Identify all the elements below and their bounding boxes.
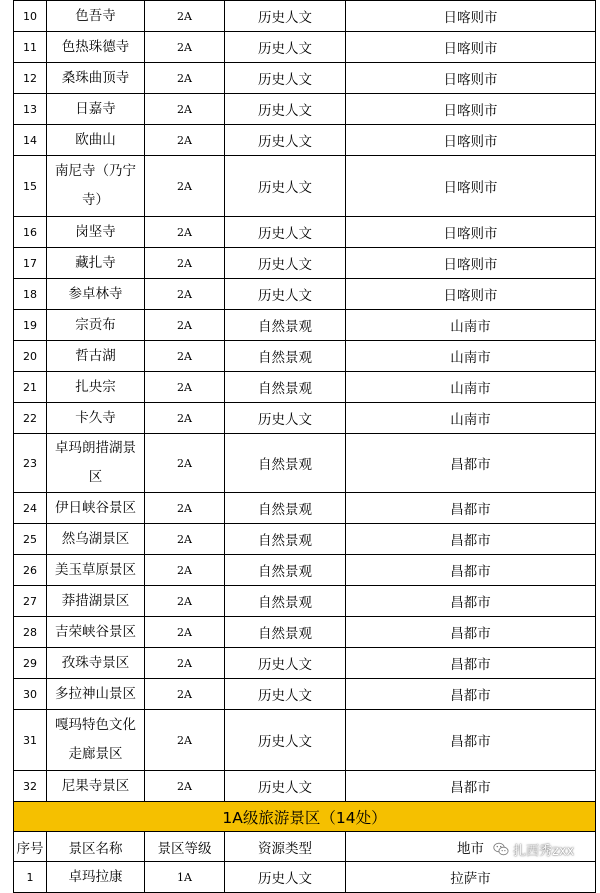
scenic-name: 莽措湖景区 (47, 586, 145, 617)
resource-type: 历史人文 (225, 710, 346, 771)
scenic-name: 卡久寺 (47, 403, 145, 434)
resource-type: 历史人文 (225, 771, 346, 802)
row-number: 23 (14, 434, 47, 493)
scenic-grade: 2A (145, 586, 225, 617)
row-number: 16 (14, 217, 47, 248)
table-row (14, 617, 596, 648)
scenic-name: 色吾寺 (47, 1, 145, 32)
city-name: 日喀则市 (346, 217, 596, 248)
city-name: 山南市 (346, 341, 596, 372)
scenic-name: 宗贡布 (47, 310, 145, 341)
scenic-grade: 2A (145, 771, 225, 802)
city-name: 日喀则市 (346, 279, 596, 310)
row-number: 26 (14, 555, 47, 586)
scenic-area-table (13, 0, 596, 893)
city-name: 日喀则市 (346, 1, 596, 32)
row-number: 25 (14, 524, 47, 555)
row-number: 1 (14, 862, 47, 893)
row-number: 15 (14, 156, 47, 217)
table-row (14, 771, 596, 802)
scenic-name: 卓玛朗措湖景区 (47, 434, 145, 493)
row-number: 32 (14, 771, 47, 802)
scenic-name: 日嘉寺 (47, 94, 145, 125)
city-name: 日喀则市 (346, 94, 596, 125)
scenic-name: 孜珠寺景区 (47, 648, 145, 679)
scenic-name: 南尼寺（乃宁寺） (47, 156, 145, 217)
scenic-grade: 2A (145, 434, 225, 493)
scenic-grade: 2A (145, 94, 225, 125)
scenic-grade: 2A (145, 63, 225, 94)
row-number: 19 (14, 310, 47, 341)
resource-type: 自然景观 (225, 586, 346, 617)
column-header-name: 景区名称 (47, 832, 145, 862)
resource-type: 历史人文 (225, 1, 346, 32)
watermark (493, 837, 574, 861)
scenic-name: 嘎玛特色文化走廊景区 (47, 710, 145, 771)
city-name: 昌都市 (346, 555, 596, 586)
table-row (14, 248, 596, 279)
resource-type: 历史人文 (225, 94, 346, 125)
column-header-num: 序号 (14, 832, 47, 862)
resource-type: 自然景观 (225, 617, 346, 648)
table-row (14, 310, 596, 341)
table-row (14, 648, 596, 679)
scenic-grade: 2A (145, 156, 225, 217)
city-name: 日喀则市 (346, 63, 596, 94)
table-row (14, 524, 596, 555)
scenic-grade: 2A (145, 710, 225, 771)
city-name: 昌都市 (346, 710, 596, 771)
scenic-grade: 2A (145, 248, 225, 279)
city-name: 昌都市 (346, 493, 596, 524)
scenic-grade: 2A (145, 32, 225, 63)
column-header-city: 地市 (346, 832, 596, 862)
city-name: 山南市 (346, 310, 596, 341)
resource-type: 自然景观 (225, 341, 346, 372)
scenic-grade: 2A (145, 125, 225, 156)
resource-type: 自然景观 (225, 310, 346, 341)
scenic-name: 伊日峡谷景区 (47, 493, 145, 524)
resource-type: 历史人文 (225, 125, 346, 156)
city-name: 昌都市 (346, 434, 596, 493)
scenic-name: 桑珠曲顶寺 (47, 63, 145, 94)
row-number: 17 (14, 248, 47, 279)
resource-type: 历史人文 (225, 862, 346, 893)
scenic-grade: 1A (145, 862, 225, 893)
row-number: 21 (14, 372, 47, 403)
scenic-name: 藏扎寺 (47, 248, 145, 279)
table-row (14, 94, 596, 125)
resource-type: 历史人文 (225, 648, 346, 679)
scenic-name: 吉荣峡谷景区 (47, 617, 145, 648)
city-name: 日喀则市 (346, 125, 596, 156)
section-header-row (14, 802, 596, 832)
city-name: 日喀则市 (346, 32, 596, 63)
resource-type: 自然景观 (225, 524, 346, 555)
column-header-grade: 景区等级 (145, 832, 225, 862)
resource-type: 自然景观 (225, 493, 346, 524)
table-row (14, 372, 596, 403)
resource-type: 历史人文 (225, 248, 346, 279)
row-number: 11 (14, 32, 47, 63)
row-number: 20 (14, 341, 47, 372)
scenic-grade: 2A (145, 403, 225, 434)
resource-type: 历史人文 (225, 63, 346, 94)
scenic-grade: 2A (145, 341, 225, 372)
table-row (14, 493, 596, 524)
scenic-grade: 2A (145, 217, 225, 248)
city-name: 昌都市 (346, 771, 596, 802)
resource-type: 历史人文 (225, 32, 346, 63)
scenic-name: 多拉神山景区 (47, 679, 145, 710)
table-row (14, 555, 596, 586)
table-row (14, 862, 596, 893)
row-number: 30 (14, 679, 47, 710)
resource-type: 历史人文 (225, 217, 346, 248)
scenic-grade: 2A (145, 524, 225, 555)
table-row (14, 586, 596, 617)
table-row (14, 32, 596, 63)
scenic-grade: 2A (145, 1, 225, 32)
resource-type: 历史人文 (225, 279, 346, 310)
city-name: 日喀则市 (346, 248, 596, 279)
scenic-name: 参卓林寺 (47, 279, 145, 310)
scenic-name: 然乌湖景区 (47, 524, 145, 555)
section-title: 1A级旅游景区（14处） (14, 802, 596, 832)
table-row (14, 710, 596, 771)
table-row (14, 679, 596, 710)
table-row (14, 156, 596, 217)
table-row (14, 217, 596, 248)
scenic-name: 卓玛拉康 (47, 862, 145, 893)
city-name: 拉萨市 (346, 862, 596, 893)
row-number: 31 (14, 710, 47, 771)
city-name: 昌都市 (346, 617, 596, 648)
scenic-name: 美玉草原景区 (47, 555, 145, 586)
table-row (14, 1, 596, 32)
scenic-grade: 2A (145, 648, 225, 679)
scenic-name: 哲古湖 (47, 341, 145, 372)
resource-type: 历史人文 (225, 679, 346, 710)
city-name: 昌都市 (346, 586, 596, 617)
scenic-grade: 2A (145, 310, 225, 341)
city-name: 山南市 (346, 372, 596, 403)
row-number: 10 (14, 1, 47, 32)
row-number: 28 (14, 617, 47, 648)
column-header-type: 资源类型 (225, 832, 346, 862)
resource-type: 自然景观 (225, 434, 346, 493)
scenic-name: 扎央宗 (47, 372, 145, 403)
resource-type: 自然景观 (225, 372, 346, 403)
wechat-icon (493, 841, 509, 857)
scenic-grade: 2A (145, 493, 225, 524)
table-row (14, 434, 596, 493)
table-row (14, 279, 596, 310)
table-row (14, 341, 596, 372)
scenic-grade: 2A (145, 279, 225, 310)
row-number: 29 (14, 648, 47, 679)
row-number: 22 (14, 403, 47, 434)
city-name: 日喀则市 (346, 156, 596, 217)
table-row (14, 125, 596, 156)
scenic-name: 岗坚寺 (47, 217, 145, 248)
row-number: 13 (14, 94, 47, 125)
resource-type: 历史人文 (225, 156, 346, 217)
table-row (14, 403, 596, 434)
watermark-text: 扎西秀zxx (513, 843, 575, 859)
scenic-name: 尼果寺景区 (47, 771, 145, 802)
city-name: 昌都市 (346, 524, 596, 555)
row-number: 24 (14, 493, 47, 524)
row-number: 27 (14, 586, 47, 617)
city-name: 山南市 (346, 403, 596, 434)
scenic-grade: 2A (145, 679, 225, 710)
scenic-grade: 2A (145, 555, 225, 586)
resource-type: 历史人文 (225, 403, 346, 434)
scenic-name: 欧曲山 (47, 125, 145, 156)
scenic-name: 色热珠德寺 (47, 32, 145, 63)
city-name: 昌都市 (346, 679, 596, 710)
table-row (14, 63, 596, 94)
row-number: 18 (14, 279, 47, 310)
resource-type: 自然景观 (225, 555, 346, 586)
row-number: 12 (14, 63, 47, 94)
scenic-grade: 2A (145, 617, 225, 648)
row-number: 14 (14, 125, 47, 156)
scenic-grade: 2A (145, 372, 225, 403)
city-name: 昌都市 (346, 648, 596, 679)
